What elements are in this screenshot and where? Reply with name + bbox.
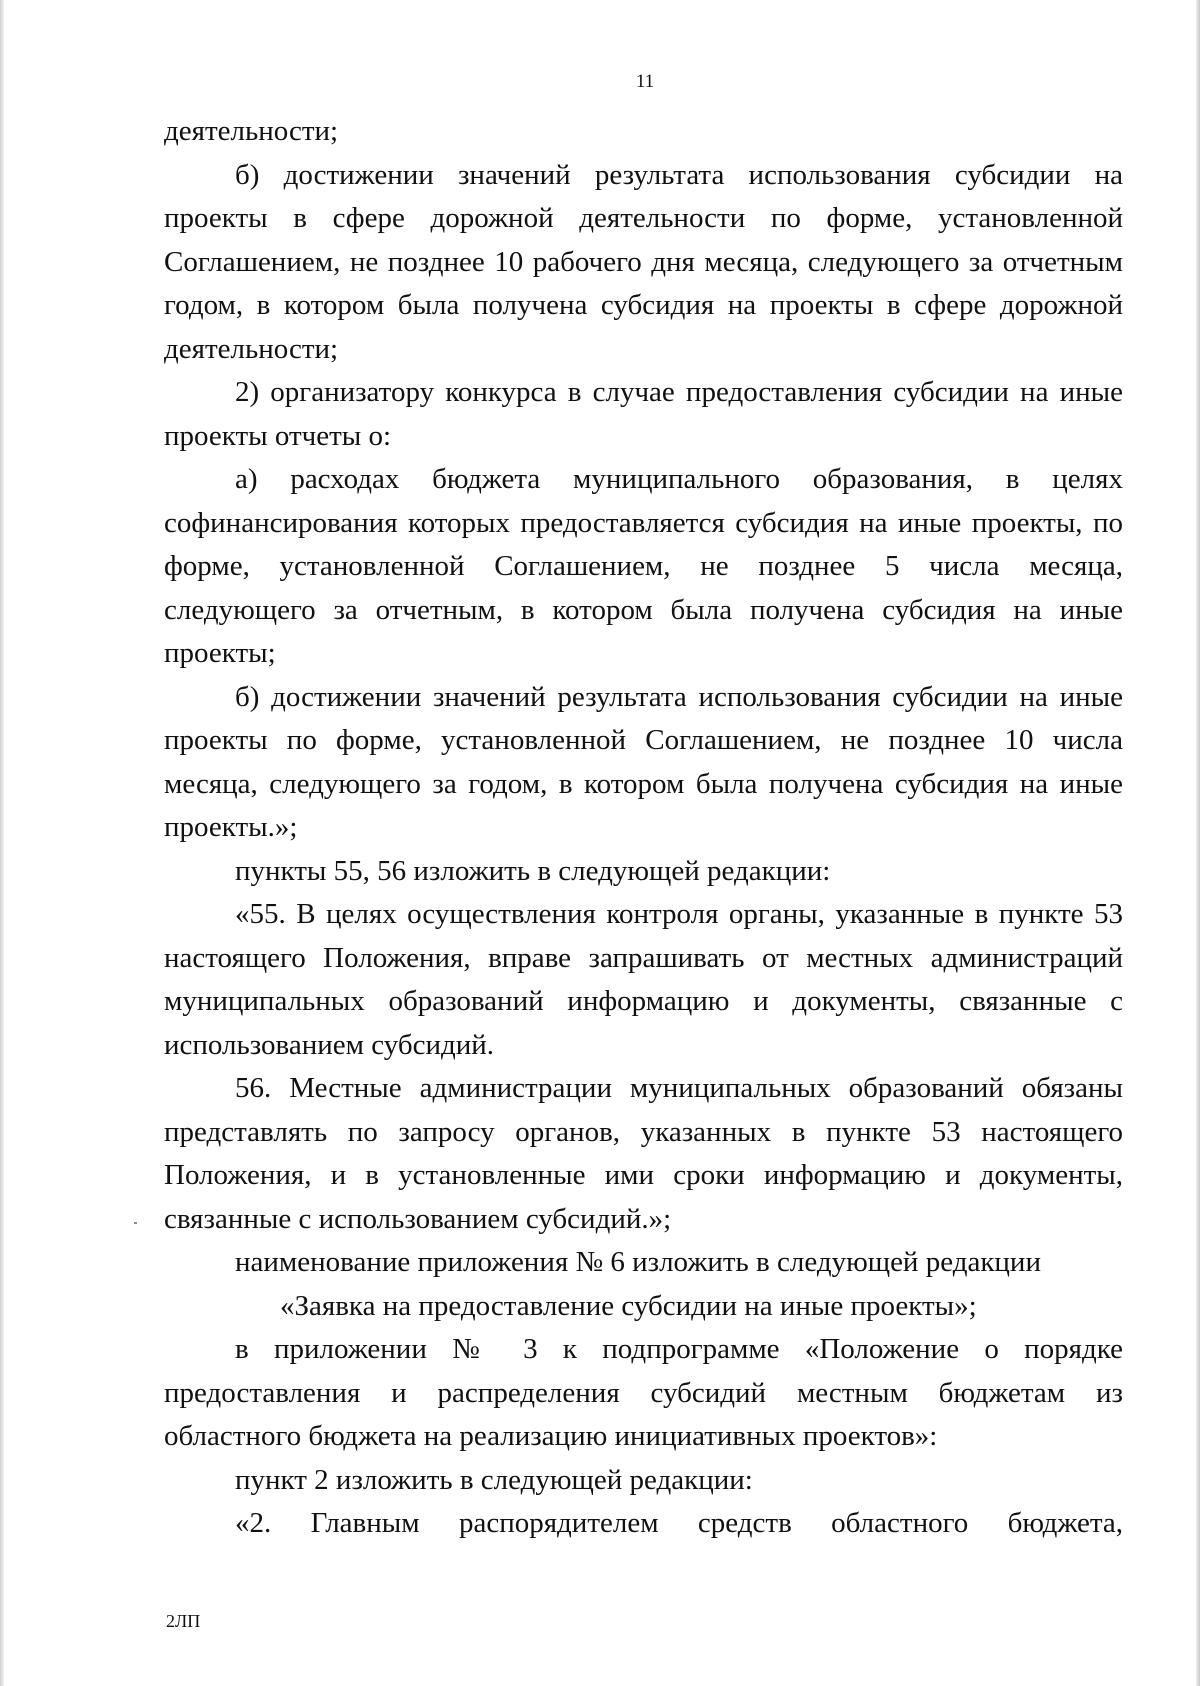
paragraph-appendix-6-name: наименование приложения № 6 изложить в следующей редакции [235,1246,1041,1278]
footer-code: 2ЛП [166,1611,201,1631]
paragraph-item-2: 2) организатору конкурса в случае предоставления субсидии на иные проекты отчеты о: [164,376,1123,452]
paragraph-continuation: деятельности; [164,115,339,147]
paragraph-item-b-other: б) достижении значений результата использования субсидии на иные проекты по форме, установленной Соглашением, не позднее 10 числа месяца, следующего за годом, в котором была получена субсидия на иные проекты.»; [164,680,1123,843]
paragraph-points-55-56: пункты 55, 56 изложить в следующей редакции: [235,854,831,887]
paragraph-item-b-road: б) достижении значений результата использования субсидии на проекты в сфере дорожной деятельности по форме, установленной Соглашением, не позднее 10 рабочего дня месяца, следующего за отчетным годом, в котором была получена субсидия на проекты в сфере дорожной деятельности; [164,158,1123,365]
scan-speck [134,1222,137,1224]
paragraph-item-a-expenses: а) расходах бюджета муниципального образования, в целях софинансирования которых предоставляется субсидия на иные проекты, по форме, установленной Соглашением, не позднее 5 числа месяца, следующего за отчетным, в котором была получена субсидия на иные проекты; [164,463,1123,669]
scan-edge-right [1196,0,1200,1686]
page-number: 11 [635,71,655,92]
paragraph-point-56: 56. Местные администрации муниципальных образований обязаны представлять по запросу органов, указанных в пункте 53 настоящего Положения, и в установленные ими сроки информацию и документы, связанные с использованием субсидий.»; [164,1072,1123,1235]
paragraph-point-2: «2. Главным распорядителем средств областного бюджета, [235,1507,1123,1539]
document-body [164,110,1123,1546]
paragraph-appendix-3: в приложении № 3 к подпрограмме «Положение о порядке предоставления и распределения субсидий местным бюджетам из областного бюджета на реализацию инициативных проектов»: [164,1333,1123,1452]
paragraph-point-2-intro: пункт 2 изложить в следующей редакции: [235,1463,753,1496]
paragraph-point-55: «55. В целях осуществления контроля органы, указанные в пункте 53 настоящего Положения, вправе запрашивать от местных администраций муниципальных образований информацию и документы, связанные с использованием субсидий. [164,898,1123,1061]
paragraph-appendix-6-title: «Заявка на предоставление субсидии на иные проекты»; [280,1289,977,1322]
scan-edge-left [0,0,4,1686]
